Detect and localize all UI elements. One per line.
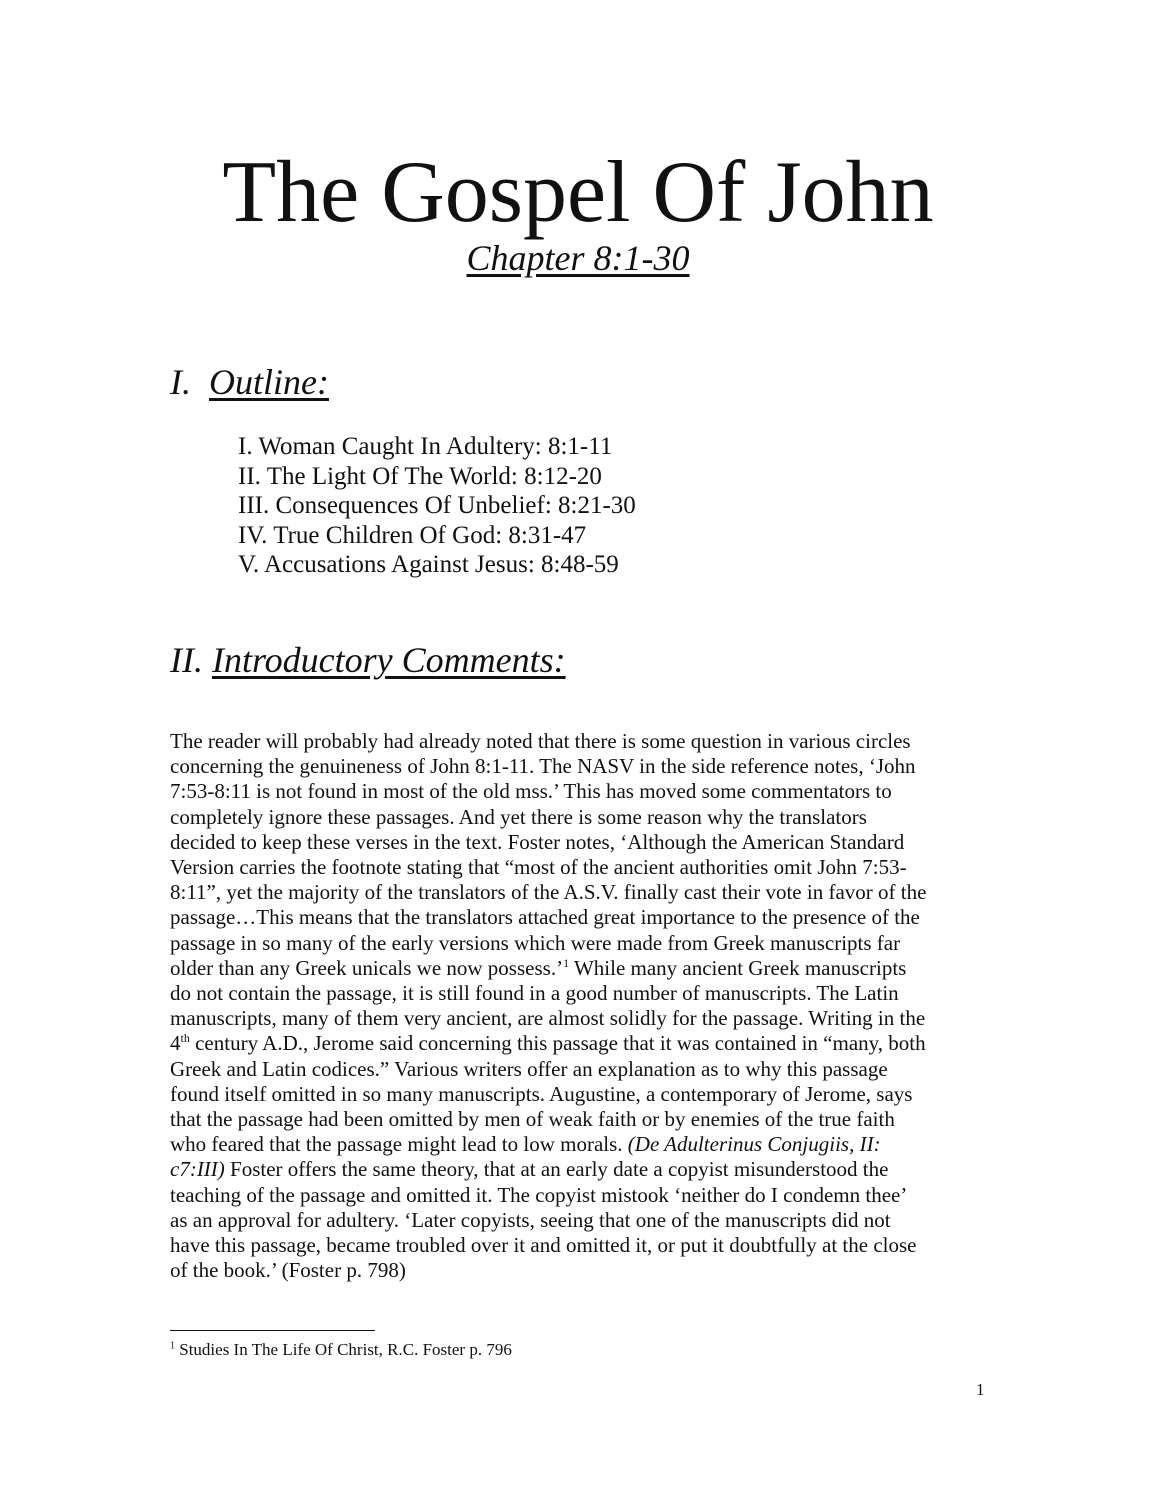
paragraph-line: The reader will probably had already noted that there is some question in various circles xyxy=(170,729,911,753)
line-text: 4 xyxy=(170,1031,181,1056)
paragraph-line: 7:53-8:11 is not found in most of the old mss.’ This has moved some commentators to xyxy=(170,779,892,804)
paragraph-line xyxy=(170,1031,986,1056)
line-text: who feared that the passage might lead to low morals. xyxy=(170,1132,628,1157)
paragraph-line xyxy=(170,1132,986,1157)
body-paragraph xyxy=(170,729,986,1283)
section-heading-outline xyxy=(170,360,329,404)
line-text: Foster offers the same theory, that at an early date a copyist misunderstood the xyxy=(224,1157,889,1182)
outline-item: I. Woman Caught In Adultery: 8:1-11 xyxy=(238,433,613,460)
paragraph-line: Greek and Latin codices.” Various writers offer an explanation as to why this passage xyxy=(170,1056,888,1081)
footnote-reference: 1 xyxy=(563,955,570,970)
paragraph-line: passage in so many of the early versions which were made from Greek manuscripts far xyxy=(170,930,901,955)
section-heading-text: Introductory Comments: xyxy=(211,640,566,680)
paragraph-line: do not contain the passage, it is still found in a good number of manuscripts. The Latin xyxy=(170,981,899,1006)
line-text: While many ancient Greek manuscripts xyxy=(569,955,907,980)
outline-list xyxy=(238,432,636,580)
paragraph-line: found itself omitted in so many manuscripts. Augustine, a contemporary of Jerome, says xyxy=(170,1081,913,1106)
footnote-separator xyxy=(170,1330,375,1331)
outline-item: V. Accusations Against Jesus: 8:48-59 xyxy=(238,551,619,578)
paragraph-line: of the book.’ (Foster p. 798) xyxy=(170,1258,406,1283)
document-subtitle: Chapter 8:1-30 xyxy=(466,238,690,278)
paragraph-line: decided to keep these verses in the text. Foster notes, ‘Although the American Standard xyxy=(170,829,905,854)
outline-item: IV. True Children Of God: 8:31-47 xyxy=(238,521,587,549)
paragraph-line: completely ignore these passages. And yet there is some reason why the translators xyxy=(170,804,867,829)
paragraph-line: 8:11”, yet the majority of the translators of the A.S.V. finally cast their vote in favor of the xyxy=(170,880,927,905)
paragraph-line: have this passage, became troubled over it and omitted it, or put it doubtfully at the close xyxy=(170,1233,917,1258)
footnote-text: Studies In The Life Of Christ, R.C. Foster p. 796 xyxy=(175,1340,512,1359)
section-numeral: I. xyxy=(170,362,191,402)
section-numeral: II. xyxy=(170,640,203,680)
paragraph-line xyxy=(170,1157,986,1182)
citation-italic: c7:III) xyxy=(170,1157,225,1182)
outline-item: III. Consequences Of Unbelief: 8:21-30 xyxy=(238,492,636,519)
page-number: 1 xyxy=(976,1380,985,1399)
paragraph-line: as an approval for adultery. ‘Later copyists, seeing that one of the manuscripts did not xyxy=(170,1207,891,1232)
paragraph-line: passage…This means that the translators attached great importance to the presence of the xyxy=(170,905,920,930)
paragraph-line: manuscripts, many of them very ancient, are almost solidly for the passage. Writing in the xyxy=(170,1006,926,1031)
footnote xyxy=(170,1340,512,1360)
document-title: The Gospel Of John xyxy=(222,144,934,241)
paragraph-line: teaching of the passage and omitted it. The copyist mistook ‘neither do I condemn thee’ xyxy=(170,1182,908,1207)
section-heading-text: Outline: xyxy=(209,362,329,402)
paragraph-line: that the passage had been omitted by men of weak faith or by enemies of the true faith xyxy=(170,1107,895,1132)
paragraph-line: concerning the genuineness of John 8:1-11. The NASV in the side reference notes, ‘John xyxy=(170,754,916,779)
footnote-marker: 1 xyxy=(170,1340,175,1352)
outline-item: II. The Light Of The World: 8:12-20 xyxy=(238,462,602,490)
line-text: older than any Greek unicals we now possess.’ xyxy=(170,955,564,980)
line-text: century A.D., Jerome said concerning this passage that it was contained in “many, both xyxy=(189,1031,926,1056)
citation-italic: (De Adulterinus Conjugiis, II: xyxy=(627,1132,881,1157)
section-heading-introductory-comments xyxy=(170,638,566,682)
paragraph-line xyxy=(170,956,986,981)
paragraph-line: Version carries the footnote stating that “most of the ancient authorities omit John 7:53- xyxy=(170,855,907,880)
ordinal-suffix: th xyxy=(180,1031,190,1046)
